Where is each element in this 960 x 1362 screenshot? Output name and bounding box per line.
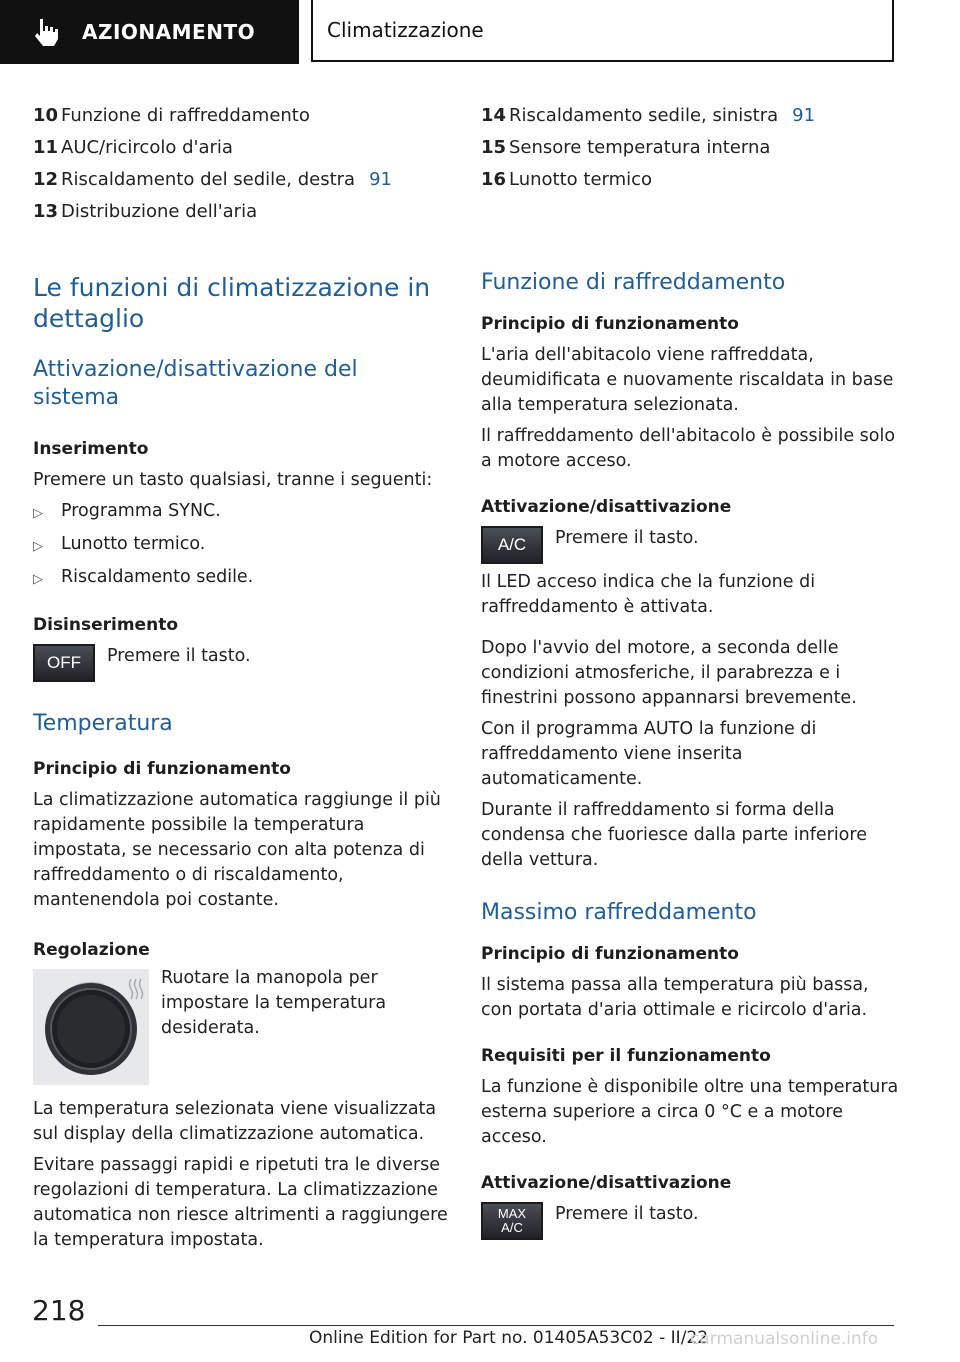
ac-button-image: A/C — [481, 526, 543, 564]
auto-text: Con il programma AUTO la funzione di raffreddamento viene inserita automaticamente. — [481, 719, 817, 789]
legend-item: 12 Riscaldamento del sedile, destra 91 — [33, 164, 448, 196]
temperature-knob-image — [33, 969, 149, 1085]
max-requirements-text: La funzione è disponibile oltre una temperatura esterna superiore a circa 0 °C e a motore acceso. — [481, 1077, 899, 1147]
off-button-image: OFF — [33, 644, 95, 682]
cool-principle-text: L'aria dell'abitacolo viene raffreddata, deumidificata e nuovamente riscaldata in base alla temperatura selezionata. — [481, 345, 894, 415]
legend-list-left — [33, 100, 448, 228]
legend-item: 11 AUC/ricircolo d'aria — [33, 137, 233, 158]
on-text: Premere un tasto qualsiasi, tranne i seguenti: — [33, 470, 433, 490]
legend-item: 15 Sensore temperatura interna — [481, 137, 771, 158]
max-principle-heading: Principio di funzionamento — [481, 944, 739, 964]
chapter-title: Climatizzazione — [311, 0, 894, 62]
left-column — [33, 100, 448, 1253]
legend-item: 13 Distribuzione dell'aria — [33, 201, 258, 222]
activation-heading: Attivazione/disattivazione del sistema — [33, 357, 358, 410]
section-title: AZIONAMENTO — [82, 20, 256, 44]
watermark: carmanualsonline.info — [690, 1329, 879, 1349]
temp-principle-heading: Principio di funzionamento — [33, 759, 291, 779]
page-number: 218 — [32, 1294, 86, 1327]
max-press-text: Premere il tasto. — [555, 1204, 699, 1224]
right-column — [481, 100, 899, 1240]
fog-text: Dopo l'avvio del motore, a seconda delle condizioni atmosferiche, il parabrezza e i finestrini possono appannarsi brevemente. — [481, 638, 857, 708]
avoid-text: Evitare passaggi rapidi e ripetuti tra le diverse regolazioni di temperatura. La climatizzazione automatica non riesce altrimenti a raggiungere la temperatura impostata. — [33, 1155, 448, 1250]
regulation-row — [33, 969, 448, 1085]
cool-principle-heading: Principio di funzionamento — [481, 314, 739, 334]
section-tab — [0, 0, 299, 64]
legend-item: 14 Riscaldamento sedile, sinistra 91 — [481, 100, 899, 132]
display-text: La temperatura selezionata viene visualizzata sul display della climatizzazione automatica. — [33, 1099, 437, 1144]
edition-text: Online Edition for Part no. 01405A53C02 - II/22 — [309, 1328, 709, 1348]
max-principle-text: Il sistema passa alla temperatura più bassa, con portata d'aria ottimale e ricircolo d'aria. — [481, 975, 869, 1020]
ac-press-text: Premere il tasto. — [555, 528, 699, 548]
regulation-text: Ruotare la manopola per impostare la temperatura desiderata. — [161, 968, 387, 1038]
ac-led-text: Il LED acceso indica che la funzione di raffreddamento è attivata. — [481, 572, 816, 617]
cooling-heading: Funzione di raffreddamento — [481, 270, 786, 295]
list-item: ▷ Lunotto termico. — [33, 532, 448, 559]
cool-engine-text: Il raffreddamento dell'abitacolo è possibile solo a motore acceso. — [481, 426, 896, 471]
off-heading: Disinserimento — [33, 615, 178, 635]
page-reference-link[interactable]: 91 — [369, 169, 392, 190]
ac-row — [481, 526, 899, 564]
exception-list — [33, 499, 448, 592]
off-row — [33, 644, 448, 682]
legend-list-right — [481, 100, 899, 196]
max-toggle-heading: Attivazione/disattivazione — [481, 1173, 732, 1193]
on-heading: Inserimento — [33, 439, 149, 459]
triangle-bullet-icon: ▷ — [33, 506, 43, 521]
off-text: Premere il tasto. — [107, 646, 251, 666]
knob-icon — [33, 969, 149, 1085]
triangle-bullet-icon: ▷ — [33, 539, 43, 554]
page-reference-link[interactable]: 91 — [792, 105, 816, 126]
condensate-text: Durante il raffreddamento si forma della condensa che fuoriesce dalla parte inferiore della vettura. — [481, 800, 867, 870]
triangle-bullet-icon: ▷ — [33, 572, 43, 587]
temp-principle-text: La climatizzazione automatica raggiunge il più rapidamente possibile la temperatura impostata, se necessario con alta potenza di raffreddamento o di riscaldamento, mantenendola poi costante. — [33, 790, 441, 910]
max-cooling-heading: Massimo raffreddamento — [481, 900, 757, 925]
main-heading: Le funzioni di climatizzazione in dettaglio — [33, 273, 431, 333]
max-ac-button-image: MAX A/C — [481, 1202, 543, 1240]
legend-item: 10 Funzione di raffreddamento — [33, 105, 310, 126]
cool-toggle-heading: Attivazione/disattivazione — [481, 497, 732, 517]
temperature-heading: Temperatura — [33, 711, 173, 736]
list-item: ▷ Riscaldamento sedile. — [33, 565, 448, 592]
regulation-heading: Regolazione — [33, 940, 150, 960]
max-requirements-heading: Requisiti per il funzionamento — [481, 1046, 771, 1066]
footer-divider — [98, 1325, 894, 1326]
hand-pointer-icon — [30, 15, 64, 49]
list-item: ▷ Programma SYNC. — [33, 499, 448, 526]
legend-item: 16 Lunotto termico — [481, 169, 653, 190]
max-ac-row — [481, 1202, 899, 1240]
